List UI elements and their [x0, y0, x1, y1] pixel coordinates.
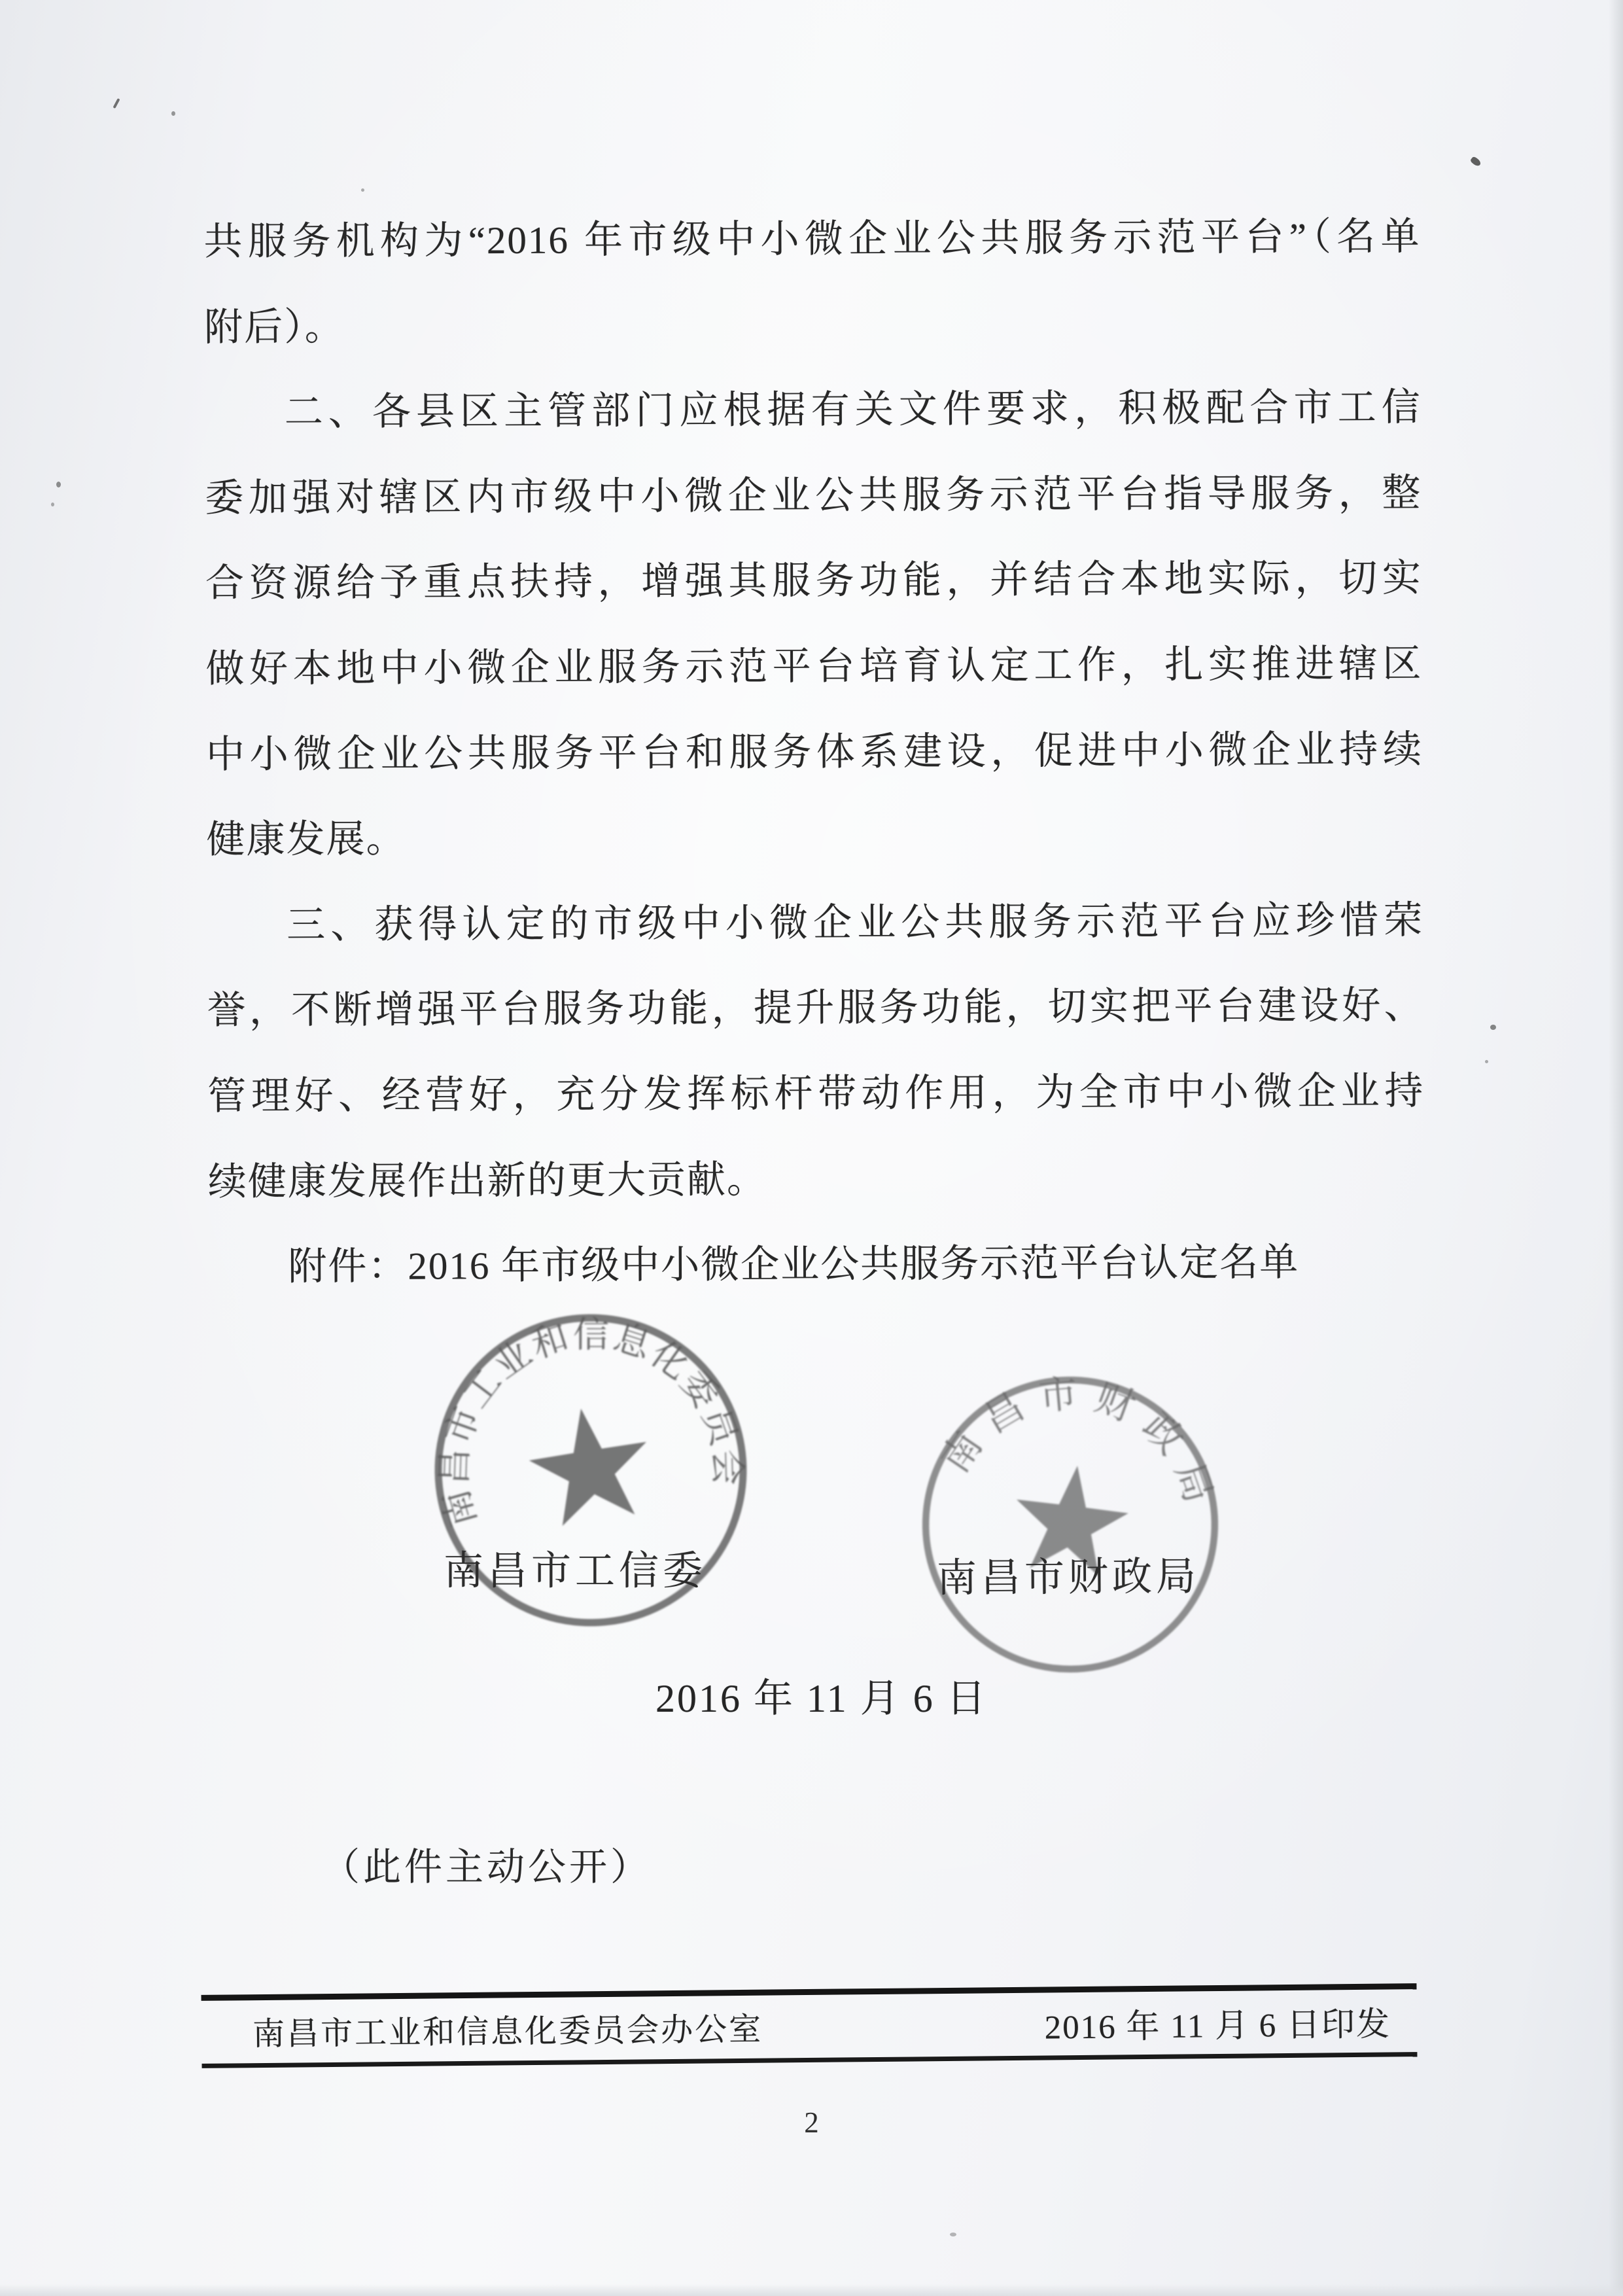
document-body [203, 194, 1425, 1310]
disclosure-notice: （此件主动公开） [322, 1846, 652, 1888]
document-date: 2016 年 11 月 6 日 [655, 1677, 988, 1720]
document-line: 共服务机构为“2016 年市级中小微企业公共服务示范平台”（名单 [203, 214, 1421, 264]
document-line: 附后）。 [204, 304, 345, 349]
seal-ring-text: 南昌市财政局 [933, 1371, 1221, 1508]
scan-speck [171, 111, 175, 116]
scan-speck [950, 2233, 956, 2236]
print-date: 2016 年 11 月 6 日印发 [1044, 2006, 1391, 2047]
official-seal-right-icon [897, 1351, 1244, 1698]
document-line: 中小微企业公共服务平台和服务体系建设，促进中小微企业持续 [205, 727, 1423, 776]
document-line: 合资源给予重点扶持，增强其服务功能，并结合本地实际，切实 [205, 556, 1422, 605]
issuing-office: 南昌市工业和信息化委员会办公室 [252, 2011, 763, 2053]
document-line: 管理好、经营好，充分发挥标杆带动作用，为全市中小微企业持 [207, 1069, 1425, 1118]
scan-speck [1490, 1025, 1496, 1030]
document-line: 三、获得认定的市级中小微企业公共服务示范平台应珍惜荣 [287, 898, 1424, 947]
scan-speck [1470, 156, 1482, 168]
signer-org-right: 南昌市财政局 [936, 1555, 1200, 1601]
document-line: 二、各县区主管部门应根据有关文件要求，积极配合市工信 [284, 385, 1422, 434]
scan-speck [56, 482, 61, 487]
footer-band [201, 1983, 1418, 2068]
document-line: 做好本地中小微企业服务示范平台培育认定工作，扎实推进辖区 [205, 641, 1423, 691]
seal-star-icon [522, 1400, 657, 1530]
scan-edge-shadow [0, 2284, 1623, 2296]
scan-speck [1485, 1060, 1488, 1063]
page-number: 2 [804, 2106, 819, 2139]
scan-edge-shadow [1609, 0, 1623, 2296]
seal-ring-text: 南昌市工业和信息化委员会 [434, 1315, 748, 1531]
scan-speck [113, 98, 120, 109]
scan-speck [51, 503, 54, 506]
official-seal-left-icon [403, 1282, 778, 1658]
document-line: 誉，不断增强平台服务功能，提升服务功能，切实把平台建设好、 [207, 983, 1424, 1033]
signer-org-left: 南昌市工信委 [444, 1549, 707, 1593]
document-line: 委加强对辖区内市级中小微企业公共服务示范平台指导服务，整 [205, 470, 1422, 520]
scan-speck [361, 188, 364, 192]
document-line: 健康发展。 [206, 817, 406, 862]
attachment-line: 附件：2016 年市级中小微企业公共服务示范平台认定名单 [288, 1240, 1300, 1288]
document-line: 续健康发展作出新的更大贡献。 [207, 1157, 767, 1203]
